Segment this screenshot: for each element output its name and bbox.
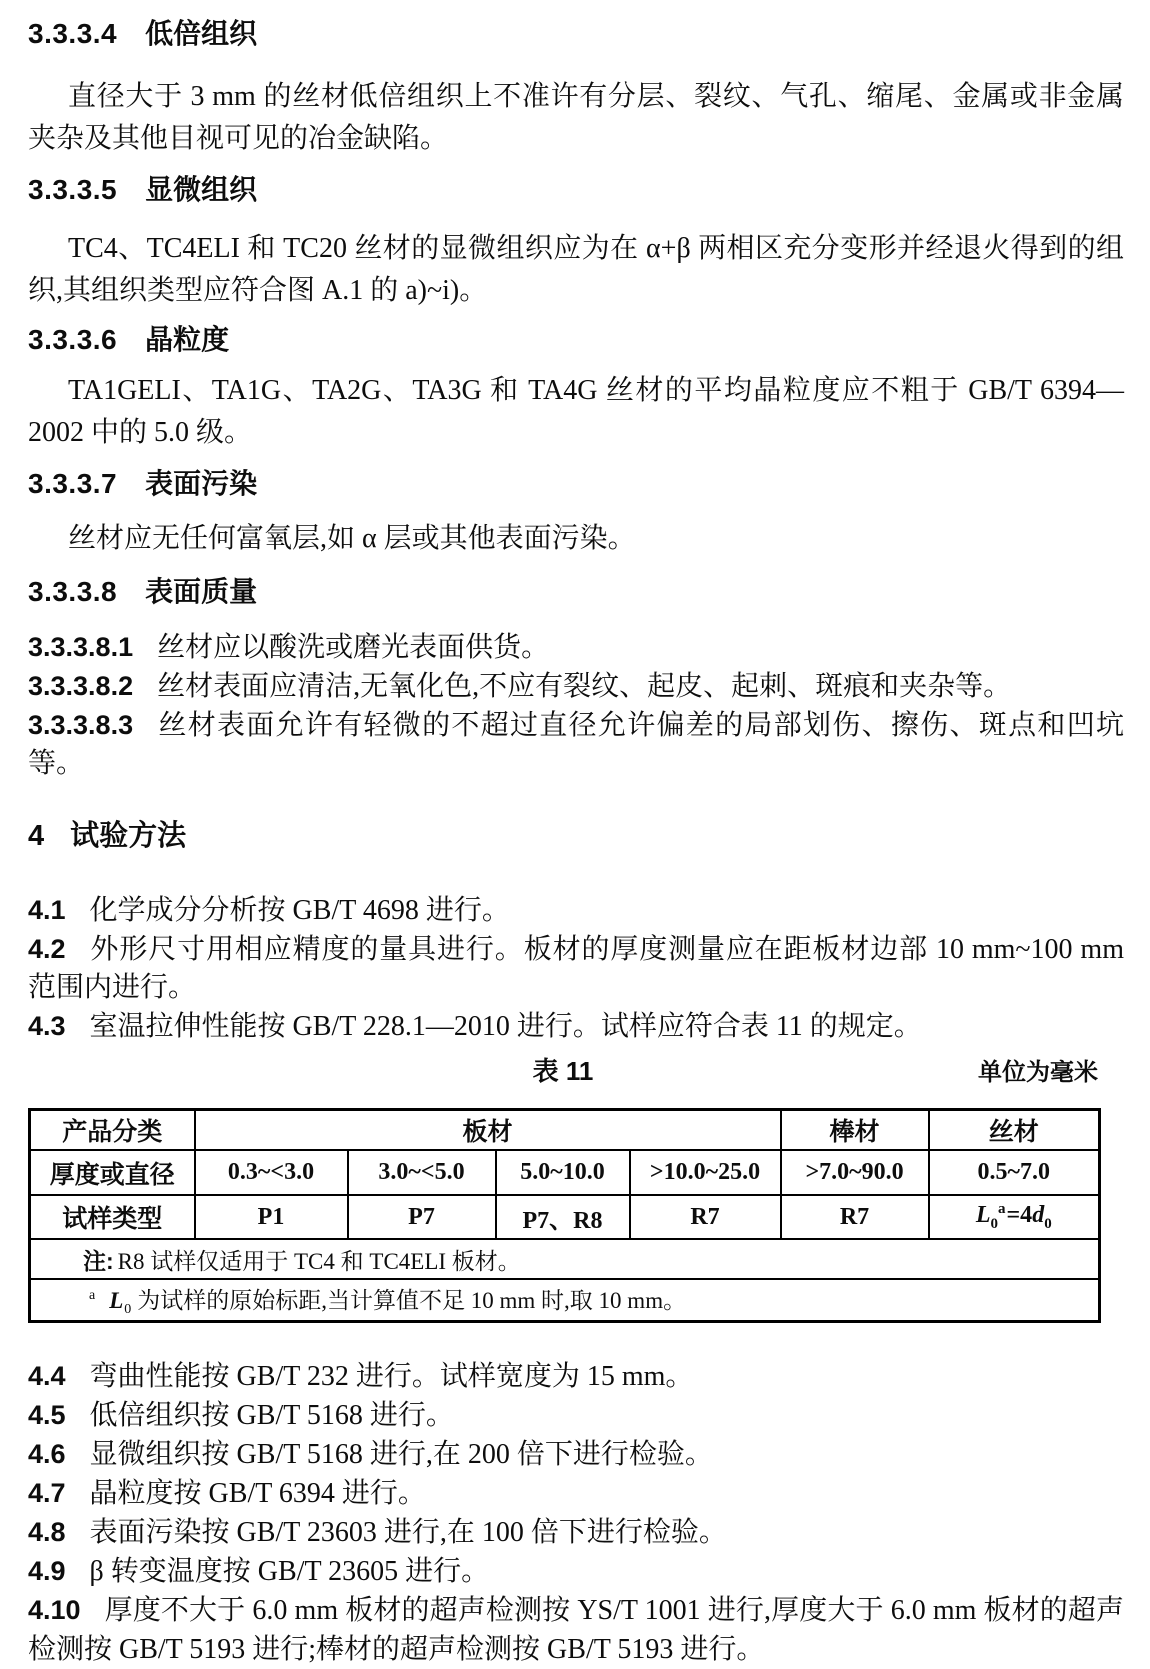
section-title: 晶粒度 [145,324,230,355]
section-number: 3.3.3.7 [28,468,118,499]
clause-number: 3.3.3.8.2 [28,671,134,701]
formula-equals: =4 [1006,1202,1033,1229]
clause-text: β 转变温度按 GB/T 23605 进行。 [89,1556,490,1587]
section-title: 表面质量 [145,576,258,607]
clause-text: 丝材表面应清洁,无氧化色,不应有裂纹、起皮、起刺、斑痕和夹杂等。 [157,671,1012,702]
clause-text: 厚度不大于 6.0 mm 板材的超声检测按 YS/T 1001 进行,厚度大于 6.0 mm 板材的超声检测按 GB/T 5193 进行;棒材的超声检测按 GB/T 5193 进行。 [28,1595,1124,1665]
clause-number: 4.5 [28,1400,66,1430]
clause-list-3338 [28,628,1124,783]
clause-number: 4.8 [28,1517,66,1547]
formula-sub-0: 0 [1044,1215,1052,1232]
table-cell: R7 [781,1195,929,1239]
table-caption: 表 11 [532,1056,594,1086]
table-row-specimen [30,1195,1100,1239]
clause-42 [28,930,1124,1007]
chapter-number: 4 [28,820,45,852]
header-product-category: 产品分类 [30,1110,195,1151]
table-unit-note: 单位为毫米 [978,1059,1098,1086]
section-body-3337: 丝材应无任何富氧层,如 α 层或其他表面污染。 [68,523,636,554]
section-number: 3.3.3.6 [28,324,118,355]
clause-45 [28,1396,1124,1435]
clause-number: 4.9 [28,1556,66,1586]
clause-410 [28,1591,1124,1669]
table-note-row [30,1239,1100,1279]
formula-footnote-marker: a [998,1201,1006,1218]
clause-46 [28,1435,1124,1474]
clause-41 [28,891,1124,930]
table-footnote [30,1279,1100,1322]
footnote-marker: a [89,1288,96,1304]
footnote-sub-0: 0 [124,1302,132,1318]
section-number: 3.3.3.4 [28,18,118,49]
clause-48 [28,1513,1124,1552]
header-bar: 棒材 [781,1110,929,1151]
table-footnote-row [30,1279,1100,1322]
section-body-3336: TA1GELI、TA1G、TA2G、TA3G 和 TA4G 丝材的平均晶粒度应不粗于 GB/T 6394—2002 中的 5.0 级。 [28,375,1124,448]
chapter-title: 试验方法 [70,820,187,852]
formula-var-d: d [1032,1202,1045,1229]
table-cell: R7 [630,1195,781,1239]
table-cell: 5.0~10.0 [496,1150,630,1195]
footnote-text: 为试样的原始标距,当计算值不足 10 mm 时,取 10 mm。 [137,1287,687,1313]
table-cell: 0.5~7.0 [929,1150,1100,1195]
clause-33381 [28,628,1124,667]
table-cell: 3.0~<5.0 [348,1150,496,1195]
clause-number: 3.3.3.8.1 [28,632,134,662]
table-row-thickness [30,1150,1100,1195]
section-heading-3338 [28,572,1124,612]
section-heading-3337 [28,464,1124,504]
clause-49 [28,1552,1124,1591]
table-cell: >10.0~25.0 [630,1150,781,1195]
row-label-thickness: 厚度或直径 [30,1150,195,1195]
note-prefix: 注: [83,1247,114,1274]
footnote-var-L: L [109,1287,124,1313]
clause-33382 [28,667,1124,706]
table-cell: >7.0~90.0 [781,1150,929,1195]
table-row-groups [30,1110,1100,1151]
clause-44 [28,1357,1124,1396]
clause-number: 4.2 [28,934,66,964]
clause-text: 低倍组织按 GB/T 5168 进行。 [89,1400,454,1431]
clause-number: 4.1 [28,895,66,925]
clause-number: 4.6 [28,1439,66,1469]
table-cell: P7 [348,1195,496,1239]
clause-43 [28,1007,1124,1046]
formula-var-L: L [975,1202,991,1229]
clause-text: 显微组织按 GB/T 5168 进行,在 200 倍下进行检验。 [89,1439,713,1470]
clause-number: 4.3 [28,1011,66,1041]
table-caption-row [28,1054,1098,1088]
header-plate: 板材 [195,1110,781,1151]
clause-number: 3.3.3.8.3 [28,710,134,740]
table-cell: P1 [195,1195,348,1239]
section-body-3335: TC4、TC4ELI 和 TC20 丝材的显微组织应为在 α+β 两相区充分变形并经退火得到的组织,其组织类型应符合图 A.1 的 a)~i)。 [28,233,1124,306]
clause-text: 外形尺寸用相应精度的量具进行。板材的厚度测量应在距板材边部 10 mm~100 mm 范围内进行。 [28,934,1124,1003]
clause-text: 晶粒度按 GB/T 6394 进行。 [89,1478,426,1509]
section-body-3334: 直径大于 3 mm 的丝材低倍组织上不准许有分层、裂纹、气孔、缩尾、金属或非金属夹杂及其他目视可见的冶金缺陷。 [28,81,1124,154]
section-title: 表面污染 [145,468,258,499]
clause-47 [28,1474,1124,1513]
chapter-heading-4 [28,815,1124,857]
table-11 [28,1108,1101,1323]
clause-text: 丝材表面允许有轻微的不超过直径允许偏差的局部划伤、擦伤、斑点和凹坑等。 [28,710,1124,779]
clause-number: 4.10 [28,1595,81,1625]
formula-sub-0: 0 [990,1215,998,1232]
clause-list-4a [28,891,1124,1046]
clause-number: 4.7 [28,1478,66,1508]
section-title: 低倍组织 [145,18,258,49]
section-title: 显微组织 [145,174,258,205]
section-heading-3334 [28,14,1124,54]
table-cell: P7、R8 [496,1195,630,1239]
section-heading-3335 [28,170,1124,210]
section-heading-3336 [28,320,1124,360]
table-cell-gauge-formula [929,1195,1100,1239]
clause-text: 丝材应以酸洗或磨光表面供货。 [157,632,550,663]
header-wire: 丝材 [929,1110,1100,1151]
clause-number: 4.4 [28,1361,66,1391]
clause-33383 [28,706,1124,783]
clause-text: 化学成分分析按 GB/T 4698 进行。 [89,895,510,926]
row-label-specimen: 试样类型 [30,1195,195,1239]
clause-text: 表面污染按 GB/T 23603 进行,在 100 倍下进行检验。 [89,1517,727,1548]
section-number: 3.3.3.8 [28,576,118,607]
table-note [30,1239,1100,1279]
clause-text: 室温拉伸性能按 GB/T 228.1—2010 进行。试样应符合表 11 的规定。 [89,1011,922,1042]
table-cell: 0.3~<3.0 [195,1150,348,1195]
clause-text: 弯曲性能按 GB/T 232 进行。试样宽度为 15 mm。 [89,1361,694,1392]
section-number: 3.3.3.5 [28,174,118,205]
clause-list-4b [28,1357,1124,1669]
note-text: R8 试样仅适用于 TC4 和 TC4ELI 板材。 [117,1248,521,1274]
